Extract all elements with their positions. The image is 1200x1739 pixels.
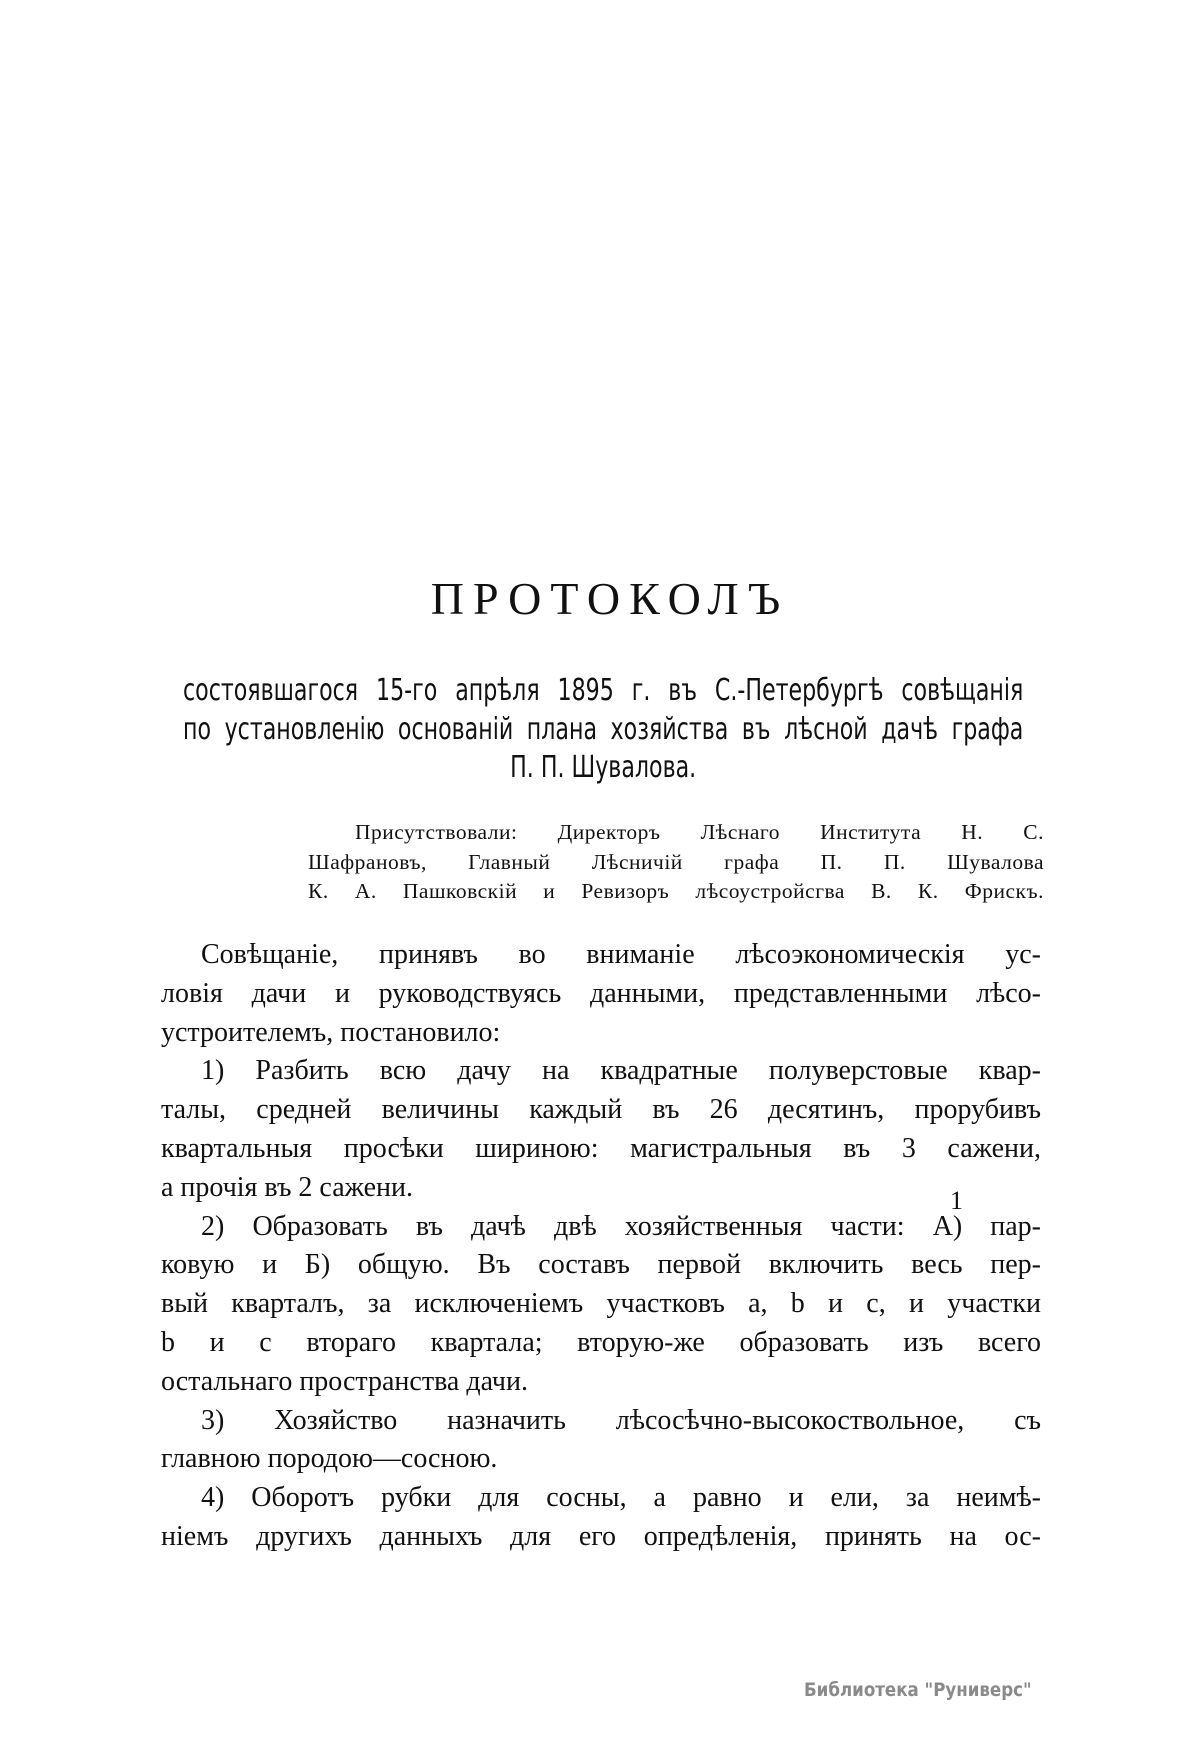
document-title: ПРОТОКОЛЪ xyxy=(430,573,790,624)
body-line: ніемъ другихъ данныхъ для его опредѣленія, принять на ос- xyxy=(161,1520,1041,1552)
body-line: 3) Хозяйство назначить лѣсосѣчно-высокоствольное, съ xyxy=(201,1404,1041,1436)
body-line: Совѣщаніе, принявъ во вниманіе лѣсоэкономическія ус- xyxy=(201,939,1041,970)
subtitle-line: состоявшагося 15-го апрѣля 1895 г. въ С.-Петербургѣ совѣщанія xyxy=(183,673,1024,708)
body-line: квартальныя просѣки шириною: магистральныя въ 3 сажени, xyxy=(161,1132,1041,1164)
attendees-line: Шафрановъ, Главный Лѣсничій графа П. П. Шувалова xyxy=(308,849,1044,874)
body-line: ловія дачи и руководствуясь данными, представленными лѣсо- xyxy=(161,977,1041,1009)
document-subtitle xyxy=(183,672,1023,788)
body-line: b и с втораго квартала; вторую-же образовать изъ всего xyxy=(161,1326,1041,1358)
body-line: вый кварталъ, за исключеніемъ участковъ а, b и с, и участки xyxy=(161,1288,1041,1320)
body-line: талы, средней величины каждый въ 26 десятинъ, прорубивъ xyxy=(161,1094,1041,1126)
body-line: ковую и Б) общую. Въ составъ первой включить весь пер- xyxy=(161,1249,1041,1281)
body-line: 1) Разбить всю дачу на квадратные полуверстовые квар- xyxy=(201,1055,1041,1087)
body-line: остальнаго пространства дачи. xyxy=(161,1365,528,1397)
attendees-line: Присутствовали: Директоръ Лѣснаго Института Н. С. xyxy=(355,820,1044,844)
library-watermark: Библиотека "Руниверс" xyxy=(804,1680,1032,1701)
body-line: устроителемъ, постановило: xyxy=(161,1016,501,1048)
body-line: 2) Образовать въ дачѣ двѣ хозяйственныя части: А) пар- xyxy=(201,1210,1041,1242)
attendees-block xyxy=(308,818,1044,907)
attendees-line: К. А. Пашковскій и Ревизоръ лѣсоустройсгва В. К. Фрискъ. xyxy=(308,879,1044,903)
subtitle-line: П. П. Шувалова. xyxy=(510,750,697,785)
body-line: главною породою—сосною. xyxy=(161,1443,498,1475)
body-line: а прочія въ 2 сажени. xyxy=(161,1171,413,1203)
subtitle-line: по установленію основаній плана хозяйства въ лѣсной дачѣ графа xyxy=(183,711,1024,747)
page-number: 1 xyxy=(950,1186,963,1215)
body-text xyxy=(161,936,1041,1557)
body-line: 4) Оборотъ рубки для сосны, а равно и ели, за неимѣ- xyxy=(201,1482,1041,1514)
